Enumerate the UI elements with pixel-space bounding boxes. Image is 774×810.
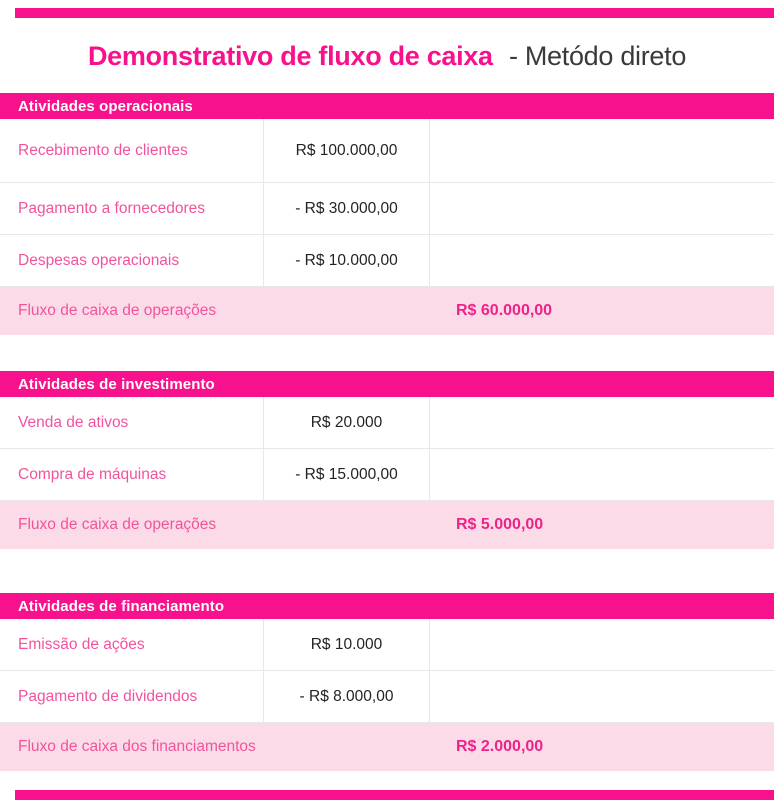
row-spacer <box>430 235 774 286</box>
row-label: Despesas operacionais <box>18 251 180 269</box>
total-label: Fluxo de caixa de operações <box>18 302 217 319</box>
row-label: Pagamento a fornecedores <box>18 199 205 217</box>
row-value-cell <box>263 671 430 722</box>
row-spacer <box>430 671 774 722</box>
row-spacer <box>430 449 774 500</box>
row-spacer <box>430 183 774 234</box>
section-header <box>0 593 774 619</box>
row-value: R$ 20.000 <box>310 413 383 431</box>
row-label: Venda de ativos <box>18 413 129 431</box>
page-title <box>0 41 774 72</box>
row-value: R$ 10.000 <box>310 635 383 653</box>
table-row <box>0 671 774 723</box>
table-row <box>0 449 774 501</box>
row-value-cell <box>263 397 430 448</box>
row-value: R$ 100.000,00 <box>295 141 398 159</box>
page-title-main: Demonstrativo de fluxo de caixa <box>87 41 493 71</box>
section-header-label: Atividades de investimento <box>18 375 215 393</box>
bottom-accent-bar <box>15 790 774 800</box>
row-spacer <box>430 619 774 670</box>
sections-container <box>0 93 774 807</box>
row-label: Pagamento de dividendos <box>18 687 198 705</box>
section-rows <box>0 619 774 723</box>
table-row <box>0 119 774 183</box>
row-value: - R$ 10.000,00 <box>295 251 398 269</box>
section-header-label: Atividades de financiamento <box>18 597 225 615</box>
total-row <box>0 501 774 549</box>
row-label: Emissão de ações <box>18 635 145 653</box>
row-value: - R$ 15.000,00 <box>295 465 398 483</box>
table-row <box>0 619 774 671</box>
table-row <box>0 183 774 235</box>
page-title-subtitle: - Metódo direto <box>508 41 687 71</box>
row-spacer <box>430 119 774 182</box>
section-header-label: Atividades operacionais <box>18 97 193 115</box>
section <box>0 371 774 549</box>
section-rows <box>0 397 774 501</box>
total-row <box>0 287 774 335</box>
row-label: Recebimento de clientes <box>18 141 188 159</box>
total-value: R$ 2.000,00 <box>456 738 544 755</box>
table-row <box>0 397 774 449</box>
section-header <box>0 93 774 119</box>
total-value: R$ 60.000,00 <box>456 302 553 319</box>
total-value: R$ 5.000,00 <box>456 516 544 533</box>
row-value-cell <box>263 619 430 670</box>
row-value: - R$ 30.000,00 <box>295 199 398 217</box>
row-label: Compra de máquinas <box>18 465 167 483</box>
table-row <box>0 235 774 287</box>
top-accent-bar <box>15 8 774 18</box>
total-row <box>0 723 774 771</box>
section <box>0 593 774 771</box>
total-label: Fluxo de caixa de operações <box>18 516 217 533</box>
row-value-cell <box>263 119 430 182</box>
row-spacer <box>430 397 774 448</box>
row-value: - R$ 8.000,00 <box>299 687 394 705</box>
section-header <box>0 371 774 397</box>
total-label: Fluxo de caixa dos financiamentos <box>18 738 256 755</box>
section-rows <box>0 119 774 287</box>
section <box>0 93 774 335</box>
row-value-cell <box>263 235 430 286</box>
row-value-cell <box>263 449 430 500</box>
row-value-cell <box>263 183 430 234</box>
